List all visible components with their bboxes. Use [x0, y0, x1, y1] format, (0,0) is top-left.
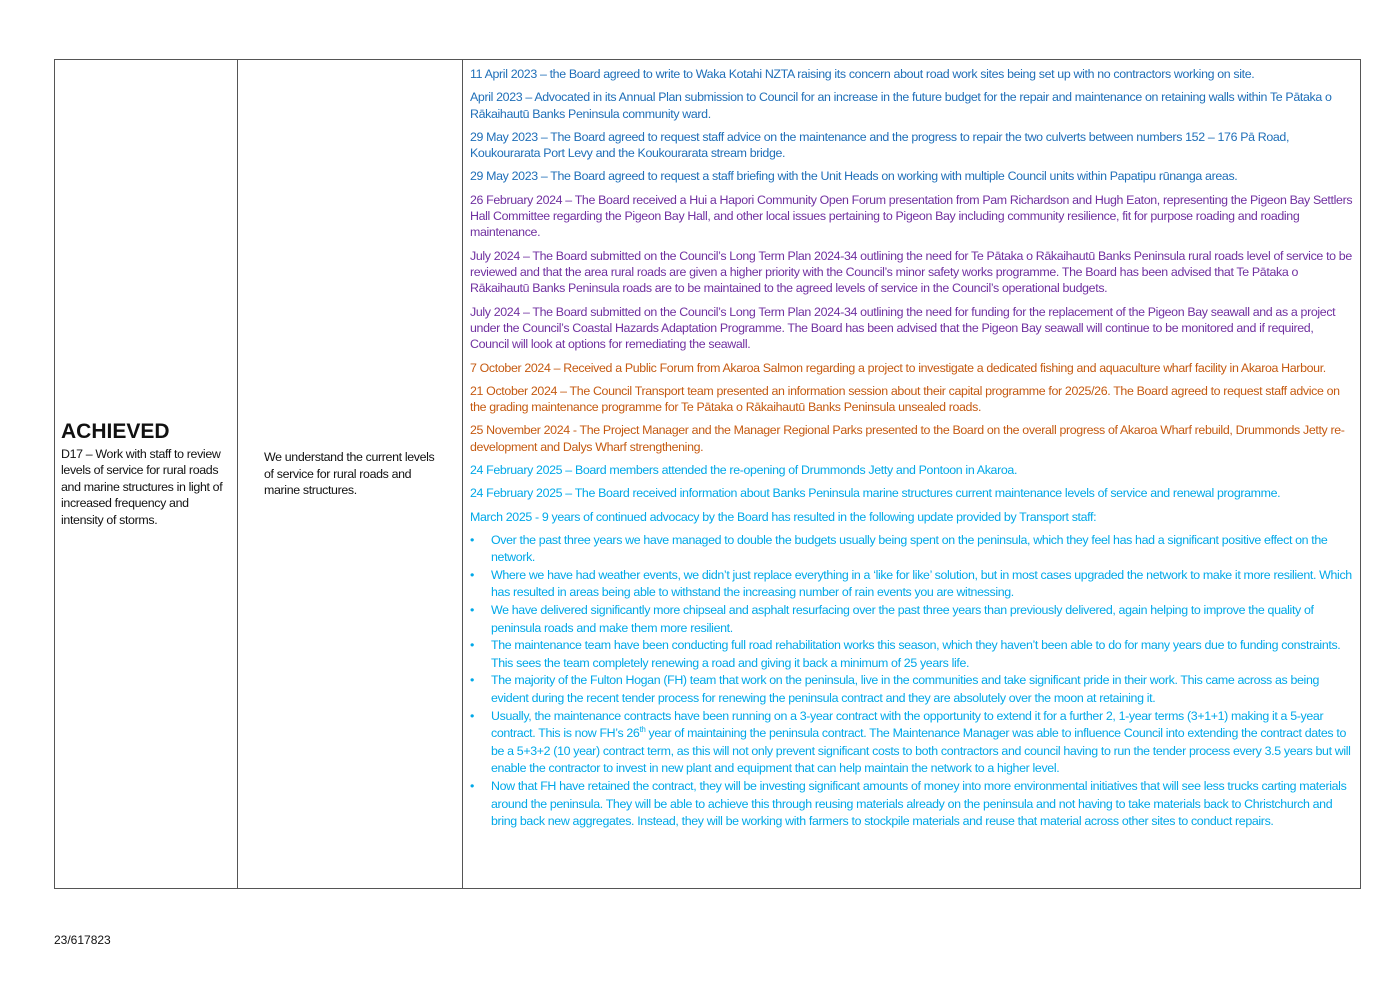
bullet-item	[470, 532, 1354, 567]
bullet-item	[470, 672, 1354, 707]
update-entry: 29 May 2023 – The Board agreed to request staff advice on the maintenance and the progress to repair the two culverts between numbers 152 – 176 Pā Road, Koukourarata Port Levy and the Koukourarata stream bridge.	[470, 129, 1290, 161]
update-entry: March 2025 - 9 years of continued advocacy by the Board has resulted in the following update provided by Transport staff:	[470, 509, 1097, 524]
objective-text: D17 – Work with staff to review levels of service for rural roads and marine structures in light of increased frequency and intensity of storms.	[61, 446, 223, 527]
outcome-text: We understand the current levels of service for rural roads and marine structures.	[264, 450, 435, 498]
update-entry: July 2024 – The Board submitted on the Council’s Long Term Plan 2024-34 outlining the need for Te Pātaka o Rākaihautū Banks Peninsula rural roads level of service to be reviewed and that the area rural roads are given a higher priority with the Council’s minor safety works programme. The Board has been advised that Te Pātaka o Rākaihautū Banks Peninsula roads are to be maintained to the agreed levels of service in the Council’s operational budgets.	[470, 248, 1352, 296]
update-entry: 24 February 2025 – The Board received information about Banks Peninsula marine structures current maintenance levels of service and renewal programme.	[470, 486, 1281, 501]
bullet-text: th	[639, 725, 646, 735]
document-reference: 23/617823	[54, 933, 111, 947]
bullet-item	[470, 708, 1354, 778]
bullet-icon: •	[470, 638, 474, 653]
update-entry: 26 February 2024 – The Board received a Hui a Hapori Community Open Forum presentation from Pam Richardson and Hugh Eaton, representing the Pigeon Bay Settlers Hall Committee regarding the Pigeon Bay Hall, and other local issues pertaining to Pigeon Bay including community resilience, fit for purpose roading and roading maintenance.	[470, 192, 1353, 240]
outcome-cell	[238, 60, 463, 888]
bullet-item	[470, 567, 1354, 602]
updates-list	[470, 66, 1354, 525]
transport-update-bullets	[470, 532, 1354, 831]
bullet-text: We have delivered significantly more chipseal and asphalt resurfacing over the past three years than previously delivered, again helping to improve the quality of peninsula roads and make them more resilient.	[491, 603, 1314, 635]
status-cell	[55, 60, 238, 888]
bullet-icon: •	[470, 708, 474, 723]
update-entry: 21 October 2024 – The Council Transport team presented an information session about their capital programme for 2025/26. The Board agreed to request staff advice on the grading maintenance programme for Te Pātaka o Rākaihautū Banks Peninsula unsealed roads.	[470, 383, 1340, 415]
updates-cell	[463, 60, 1360, 888]
update-entry: 29 May 2023 – The Board agreed to request a staff briefing with the Unit Heads on working with multiple Council units within Papatipu rūnanga areas.	[470, 169, 1238, 184]
bullet-text: The maintenance team have been conducting full road rehabilitation works this season, which they haven’t been able to do for many years due to funding constraints. This sees the team completely renewing a road and giving it back a minimum of 25 years life.	[491, 638, 1341, 670]
bullet-icon: •	[470, 603, 474, 618]
update-entry: 25 November 2024 - The Project Manager and the Manager Regional Parks presented to the Board on the overall progress of Akaroa Wharf rebuild, Drummonds Jetty re-development and Dalys Wharf strengthening.	[470, 423, 1345, 454]
update-entry: 24 February 2025 – Board members attended the re-opening of Drummonds Jetty and Pontoon in Akaroa.	[470, 463, 1018, 478]
bullet-icon: •	[470, 779, 474, 794]
update-entry: July 2024 – The Board submitted on the Council’s Long Term Plan 2024-34 outlining the need for funding for the replacement of the Pigeon Bay seawall and as a project under the Council’s Coastal Hazards Adaptation Programme. The Board has been advised that the Pigeon Bay seawall will continue to be monitored and if required, Council will look at options for remediating the seawall.	[470, 304, 1336, 352]
bullet-text: Usually, the maintenance contracts have been running on a 3-year contract with the opportunity to extend it for a further 2, 1-year terms (3+1+1) making it a 5-year contract. This is now FH’s 26	[491, 708, 1324, 741]
bullet-icon: •	[470, 673, 474, 688]
bullet-text: The majority of the Fulton Hogan (FH) team that work on the peninsula, live in the communities and take significant pride in their work. This came across as being evident during the recent tender process for renewing the peninsula contract and they are absolutely over the moon at retaining it.	[491, 673, 1320, 706]
update-entry: 7 October 2024 – Received a Public Forum from Akaroa Salmon regarding a project to investigate a dedicated fishing and aquaculture wharf facility in Akaroa Harbour.	[470, 360, 1326, 375]
bullet-item	[470, 602, 1354, 637]
bullet-text: Over the past three years we have managed to double the budgets usually being spent on the peninsula, which they feel has had a significant positive effect on the network.	[491, 532, 1328, 565]
progress-table	[54, 59, 1361, 889]
bullet-item	[470, 637, 1354, 672]
bullet-text: Where we have had weather events, we didn’t just replace everything in a ‘like for like’ solution, but in most cases upgraded the network to make it more resilient. Which has resulted in areas being able to withstand the increasing number of rain events you are witnessing.	[491, 567, 1352, 600]
bullet-text: year of maintaining the peninsula contract. The Maintenance Manager was able to influence Council into extending the contract dates to be a 5+3+2 (10 year) contract term, as this will not only prevent significant costs to both contractors and council having to run the tender process every 3.5 years but will enable the contractor to invest in new plant and equipment that can help maintain the network to a higher level.	[491, 726, 1351, 776]
bullet-icon: •	[470, 532, 474, 547]
status-heading: ACHIEVED	[61, 419, 170, 443]
bullet-text: Now that FH have retained the contract, they will be investing significant amounts of money into more environmental initiatives that will see less trucks carting materials around the peninsula. They will be able to achieve this through reusing materials already on the peninsula and not having to take materials back to Christchurch and bring back new aggregates. Instead, they will be working with farmers to stockpile materials and reuse that material across other sites to conduct repairs.	[491, 779, 1347, 829]
update-entry: April 2023 – Advocated in its Annual Plan submission to Council for an increase in the future budget for the repair and maintenance on retaining walls within Te Pātaka o Rākaihautū Banks Peninsula community ward.	[470, 90, 1332, 121]
update-entry: 11 April 2023 – the Board agreed to write to Waka Kotahi NZTA raising its concern about road work sites being set up with no contractors working on site.	[470, 67, 1255, 81]
bullet-icon: •	[470, 567, 474, 582]
bullet-item	[470, 778, 1354, 831]
